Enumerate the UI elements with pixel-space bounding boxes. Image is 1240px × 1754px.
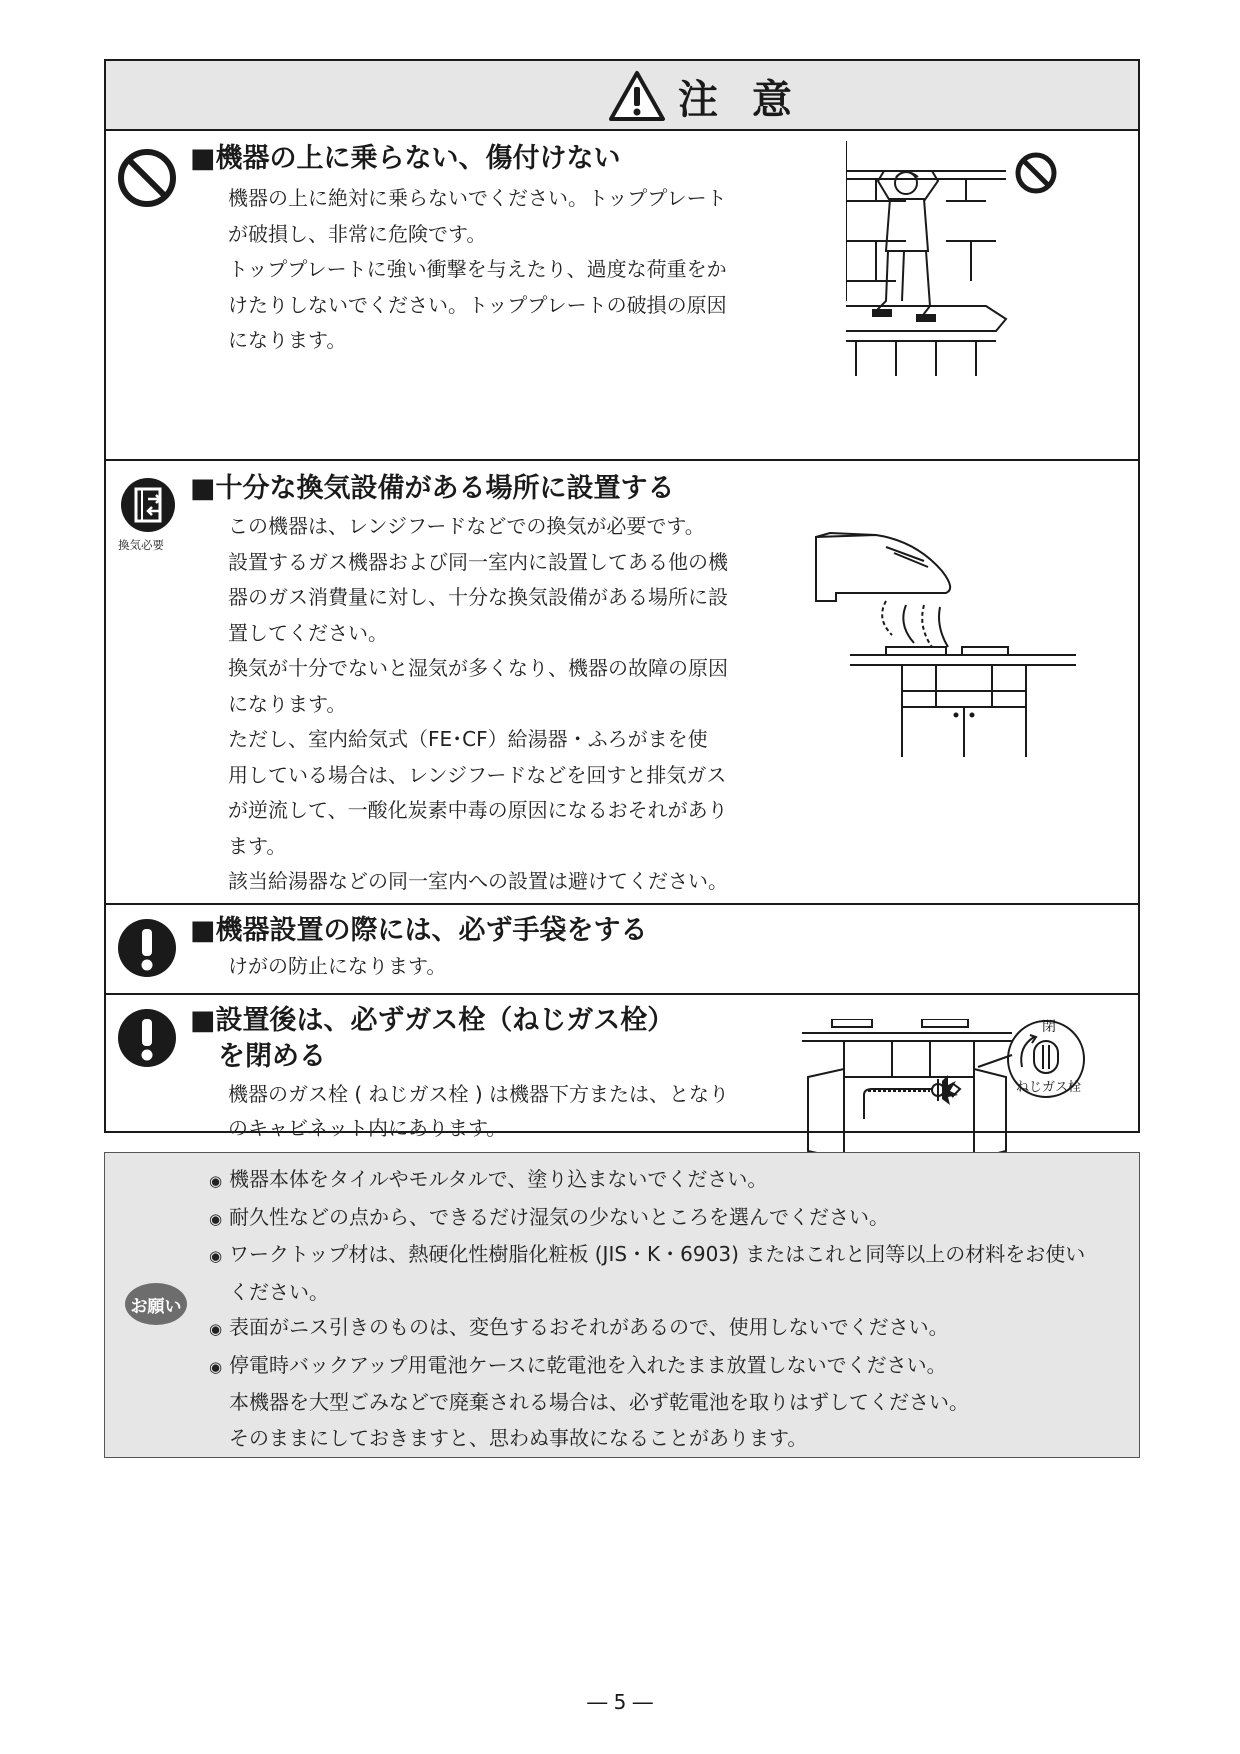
note-text: そのままにしておきますと、思わぬ事故になることがあります。 [229, 1425, 808, 1450]
note-item [209, 1310, 1085, 1348]
mandatory-action-icon [116, 1007, 178, 1069]
page-number: ― 5 ― [587, 1690, 653, 1714]
note-item [209, 1348, 1085, 1386]
notes-box [104, 1152, 1140, 1458]
note-item-continuation [209, 1275, 1085, 1311]
note-text: 停電時バックアップ用電池ケースに乾電池を入れたまま放置しないでください。 [229, 1352, 947, 1377]
valve-name-label: ねじガス栓 [1016, 1080, 1082, 1095]
section-heading-line2: を閉める [218, 1041, 326, 1072]
note-text: 機器本体をタイルやモルタルで、塗り込まないでください。 [229, 1167, 768, 1191]
bullet-icon: ◉ [209, 1209, 223, 1228]
section-no-climbing [106, 129, 1138, 461]
bullet-icon: ◉ [209, 1247, 223, 1265]
body-line: 器のガス消費量に対し、十分な換気設備がある場所に設 [228, 585, 728, 609]
icon-caption: 換気必要 [118, 538, 164, 552]
section-heading: ■機器の上に乗らない、傷付けない [190, 143, 621, 174]
person-standing-on-counter-illustration [846, 141, 1116, 381]
section-heading: ■機器設置の際には、必ず手袋をする [190, 915, 648, 946]
mandatory-action-icon [116, 917, 178, 979]
note-text: 表面がニス引きのものは、変色するおそれがあるので、使用しないでください。 [229, 1315, 949, 1339]
body-line: になります。 [228, 328, 347, 352]
note-text: ください。 [229, 1279, 329, 1304]
section-body [228, 181, 727, 359]
request-badge: お願い [125, 1283, 187, 1325]
body-line: 該当給湯器などの同一室内への設置は避けてください。 [228, 869, 728, 893]
note-item-continuation [209, 1385, 1085, 1421]
bullet-icon: ◉ [209, 1172, 223, 1190]
body-line: トッププレートに強い衝撃を与えたり、過度な荷重をか [228, 257, 727, 281]
caution-box [104, 59, 1140, 1140]
section-gloves [106, 903, 1138, 995]
note-item [209, 1200, 1085, 1238]
warning-triangle-icon [608, 70, 666, 122]
body-line: けがの防止になります。 [228, 954, 447, 978]
section-body [228, 509, 728, 900]
note-text: ワークトップ材は、熱硬化性樹脂化粧板 (JIS・K・6903) またはこれと同等以上の材料をお使い [229, 1242, 1086, 1266]
body-line: 換気が十分でないと湿気が多くなり、機器の故障の原因 [228, 656, 728, 680]
section-heading: ■設置後は、必ずガス栓（ねじガス栓） [190, 1005, 675, 1036]
body-line: が破損し、非常に危険です。 [228, 221, 487, 246]
body-line: この機器は、レンジフードなどでの換気が必要です。 [228, 514, 705, 538]
note-item [209, 1237, 1085, 1275]
body-line: 置してください。 [228, 620, 388, 645]
note-text: 本機器を大型ごみなどで廃棄される場合は、必ず乾電池を取りはずしてください。 [229, 1390, 969, 1414]
valve-close-label: 閉 [1042, 1019, 1056, 1035]
body-line: 用している場合は、レンジフードなどを回すと排気ガス [228, 762, 727, 787]
body-line: 機器の上に絶対に乗らないでください。トッププレート [228, 186, 727, 210]
caution-title [608, 71, 802, 121]
note-text: 耐久性などの点から、できるだけ湿気の少ないところを選んでください。 [229, 1204, 889, 1229]
bullet-icon: ◉ [209, 1320, 223, 1338]
notes-list [209, 1162, 1085, 1456]
body-line: ただし、室内給気式（FE･CF）給湯器・ふろがまを使 [228, 727, 708, 751]
body-line: になります。 [228, 691, 347, 716]
section-heading: ■十分な換気設備がある場所に設置する [190, 473, 675, 504]
body-line: けたりしないでください。トッププレートの破損の原因 [228, 292, 727, 317]
body-line: のキャビネット内にあります。 [228, 1116, 507, 1140]
section-body [228, 949, 446, 985]
note-item [209, 1162, 1085, 1200]
caution-title-text: 注 意 [678, 76, 802, 123]
caution-header [106, 61, 1138, 131]
body-line: 設置するガス機器および同一室内に設置してある他の機 [228, 549, 728, 574]
section-ventilation [106, 459, 1138, 905]
body-line: が逆流して、一酸化炭素中毒の原因になるおそれがあり [228, 798, 728, 822]
body-line: ます。 [228, 833, 287, 858]
body-line: 機器のガス栓 ( ねじガス栓 ) は機器下方または、となり [228, 1082, 730, 1106]
ventilation-required-icon [118, 475, 178, 535]
prohibition-icon [116, 147, 178, 209]
range-hood-illustration [806, 531, 1106, 771]
note-item-continuation [209, 1421, 1085, 1457]
section-close-gas-valve [106, 993, 1138, 1140]
bullet-icon: ◉ [209, 1357, 223, 1376]
